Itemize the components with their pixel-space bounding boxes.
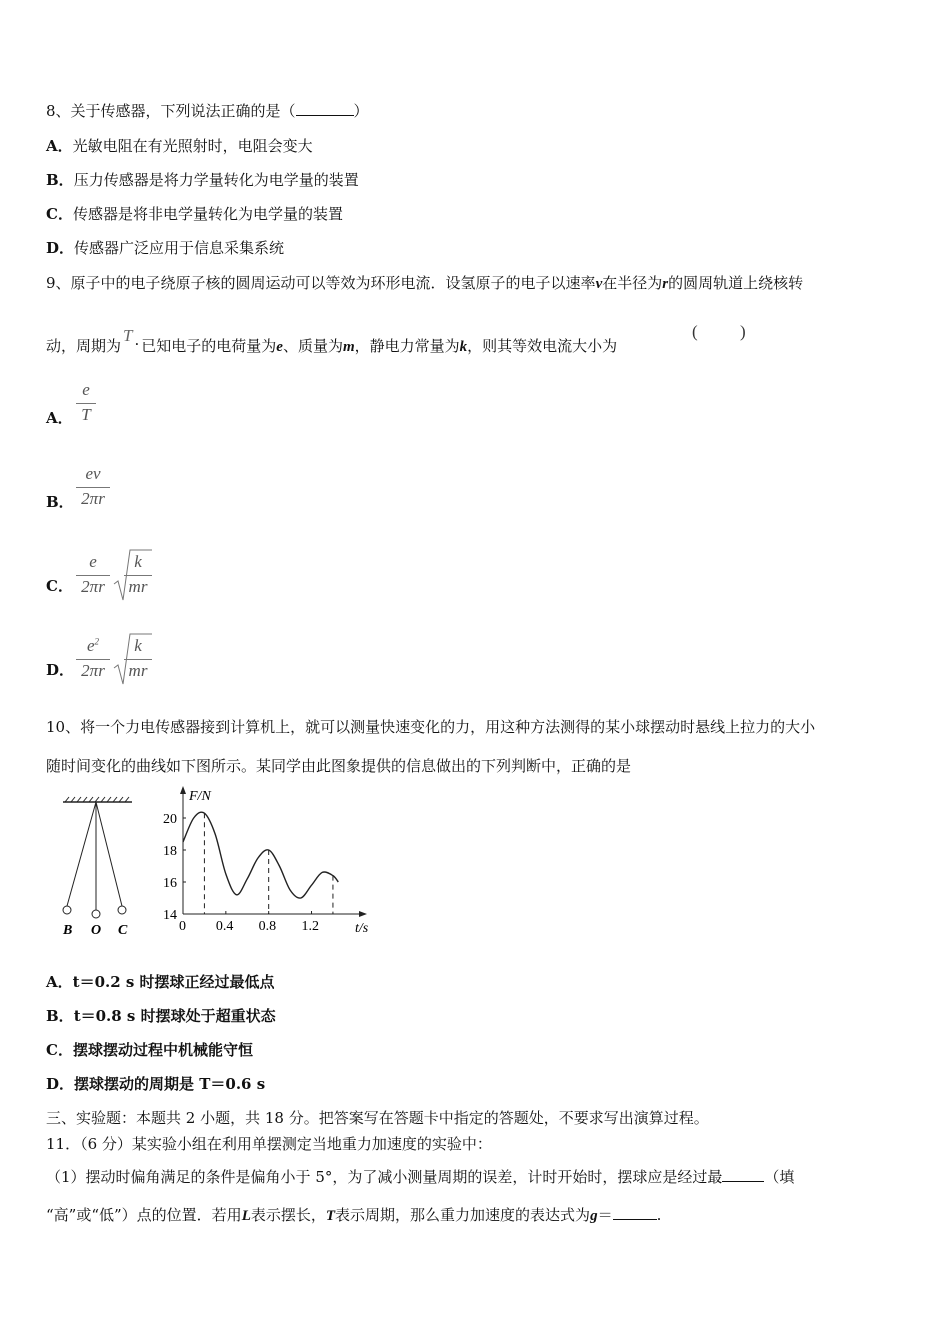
- option-text: 光敏电阻在有光照射时，电阻会变大: [72, 137, 313, 155]
- q9-var-r: r: [662, 276, 669, 292]
- fraction-bar: [76, 403, 96, 404]
- q11-text: （填: [764, 1168, 795, 1186]
- q9-text: 在半径为: [602, 274, 663, 292]
- x-tick-label: 1.2: [301, 919, 320, 934]
- q10-stem-line2: 随时间变化的曲线如下图所示。某同学由此图象提供的信息做出的下列判断中，正确的是: [46, 757, 632, 775]
- q10-option-a[interactable]: [46, 972, 275, 992]
- string-right: [96, 802, 122, 906]
- q8-stem: [46, 101, 369, 121]
- q11-text: 表示周期，那么重力加速度的表达式为: [335, 1206, 591, 1224]
- q9-dot: .: [134, 331, 140, 349]
- q9-option-a-fraction: [76, 380, 96, 428]
- q9-var-m: m: [342, 339, 355, 355]
- option-text: 传感器是将非电学量转化为电学量的装置: [72, 205, 343, 223]
- q9-var-T: T: [123, 326, 133, 345]
- q9-option-d-radicand: [124, 636, 152, 684]
- fraction-bar: [76, 487, 110, 488]
- fraction-bar: [76, 659, 110, 660]
- fraction-numerator: e: [82, 380, 90, 399]
- option-label: B．: [46, 171, 74, 189]
- q11-text: “高”或“低”）点的位置．若用: [46, 1206, 242, 1224]
- y-tick-label: 16: [163, 876, 177, 891]
- numerator-base: e: [86, 636, 95, 655]
- y-axis-label: F/N: [189, 789, 211, 804]
- q9-var-v: v: [595, 276, 603, 292]
- numerator-exponent: 2: [94, 636, 100, 647]
- q10-option-d[interactable]: [46, 1074, 265, 1094]
- label-b: B: [63, 923, 73, 938]
- q9-text: 的圆周轨道上绕核转: [668, 274, 804, 292]
- fraction-numerator: e: [89, 552, 97, 571]
- q9-answer-paren-right[interactable]: ): [740, 322, 746, 341]
- q11-var-L: L: [241, 1208, 251, 1224]
- fraction-numerator: [76, 636, 110, 656]
- option-text: 摆球摆动过程中机械能守恒: [72, 1041, 253, 1059]
- q9-var-k: k: [459, 339, 468, 355]
- q10-option-b[interactable]: [46, 1006, 276, 1026]
- q9-answer-paren-left[interactable]: (: [692, 322, 698, 341]
- option-text: 传感器广泛应用于信息采集系统: [74, 239, 285, 257]
- force-curve: [183, 812, 338, 898]
- q9-option-c-label[interactable]: C．: [46, 577, 73, 595]
- option-label: C．: [46, 205, 73, 223]
- y-axis-arrow: [180, 786, 186, 794]
- q11-text: （1）摆动时偏角满足的条件是偏角小于 5°，为了减小测量周期的误差，计时开始时，摆球应是经过最: [46, 1168, 723, 1186]
- fraction-bar: [76, 575, 110, 576]
- q11-part1-line1: [46, 1167, 794, 1187]
- q9-text: ，则其等效电流大小为: [467, 337, 618, 355]
- q11-text: .: [656, 1206, 662, 1224]
- q9-text: 、质量为: [282, 337, 343, 355]
- q11-text: 表示摆长，: [250, 1206, 326, 1224]
- q8-option-d[interactable]: [46, 238, 284, 258]
- q8-stem-text: 8、关于传感器，下列说法正确的是（: [46, 102, 296, 120]
- option-label: A．: [46, 137, 73, 155]
- q9-var-e: e: [276, 339, 283, 355]
- q9-option-c-radicand: [124, 552, 152, 600]
- q9-text: 已知电子的电荷量为: [141, 337, 277, 355]
- fraction-numerator: ev: [85, 464, 101, 483]
- q11-stem: 11．（6 分）某实验小组在利用单摆测定当地重力加速度的实验中：: [46, 1135, 492, 1153]
- x-tick-label: 0: [179, 919, 186, 934]
- q9-stem-line1: [46, 273, 803, 294]
- q8-option-c[interactable]: [46, 204, 343, 224]
- q10-option-c[interactable]: [46, 1040, 253, 1060]
- option-text: t＝0.2 s 时摆球正经过最低点: [72, 973, 275, 991]
- label-o: O: [91, 923, 102, 938]
- q10-stem-line1: 10、将一个力电传感器接到计算机上，就可以测量快速变化的力，用这种方法测得的某小球摆动时悬线上拉力的大小: [46, 718, 816, 736]
- q9-stem-line2: [46, 326, 618, 357]
- x-tick-label: 0.8: [258, 919, 277, 934]
- q9-option-b-label[interactable]: B．: [46, 493, 74, 511]
- q8-option-b[interactable]: [46, 170, 359, 190]
- string-left: [67, 802, 96, 906]
- x-axis-arrow: [359, 911, 367, 917]
- q8-stem-close: ）: [353, 102, 369, 120]
- option-label: D．: [46, 239, 75, 257]
- q11-part1-line2: [46, 1205, 661, 1226]
- q11-blank-g-expression[interactable]: [613, 1205, 657, 1220]
- y-tick-label: 14: [163, 908, 177, 923]
- radicand-bar: [124, 575, 152, 576]
- force-time-chart: [155, 789, 369, 942]
- q9-option-d-fraction: [76, 636, 110, 684]
- q9-option-d-label[interactable]: D．: [46, 661, 75, 679]
- fraction-denominator: 2πr: [81, 661, 105, 680]
- q9-option-b-fraction: [76, 464, 110, 512]
- pendulum-diagram: [58, 796, 138, 941]
- option-text: t＝0.8 s 时摆球处于超重状态: [73, 1007, 276, 1025]
- radicand-bar: [124, 659, 152, 660]
- x-axis-label: t/s: [355, 921, 369, 936]
- label-c: C: [118, 923, 128, 938]
- radicand-denominator: mr: [128, 577, 148, 596]
- q9-text: ，静电力常量为: [354, 337, 460, 355]
- q11-var-g: g: [590, 1208, 598, 1224]
- y-tick-label: 20: [163, 812, 177, 827]
- option-label: C．: [46, 1041, 73, 1059]
- radicand-denominator: mr: [128, 661, 148, 680]
- fraction-denominator: 2πr: [81, 577, 105, 596]
- q11-text: ＝: [597, 1206, 613, 1224]
- fraction-denominator: 2πr: [81, 489, 105, 508]
- y-tick-label: 18: [163, 844, 177, 859]
- q8-option-a[interactable]: [46, 136, 313, 156]
- q8-answer-blank[interactable]: [296, 101, 354, 116]
- q9-text: 动，周期为: [46, 337, 122, 355]
- option-label: B．: [46, 1007, 74, 1025]
- section-heading: 三、实验题：本题共 2 小题，共 18 分。把答案写在答题卡中指定的答题处，不要求写出演算过程。: [46, 1109, 709, 1127]
- x-tick-label: 0.4: [215, 919, 234, 934]
- option-label: D．: [46, 1075, 75, 1093]
- q9-option-a-label[interactable]: A．: [46, 409, 73, 427]
- radicand-numerator: k: [134, 552, 142, 571]
- fraction-denominator: T: [81, 405, 91, 424]
- q9-option-c-fraction: [76, 552, 110, 600]
- bob-b: [63, 906, 71, 914]
- bob-o: [92, 910, 100, 918]
- option-text: 摆球摆动的周期是 T＝0.6 s: [74, 1075, 266, 1093]
- q9-text: 9、原子中的电子绕原子核的圆周运动可以等效为环形电流．设氢原子的电子以速率: [46, 274, 596, 292]
- q11-blank-high-low[interactable]: [722, 1167, 764, 1182]
- option-text: 压力传感器是将力学量转化为电学量的装置: [73, 171, 359, 189]
- bob-c: [118, 906, 126, 914]
- option-label: A．: [46, 973, 73, 991]
- radicand-numerator: k: [134, 636, 142, 655]
- q11-var-T: T: [325, 1208, 336, 1224]
